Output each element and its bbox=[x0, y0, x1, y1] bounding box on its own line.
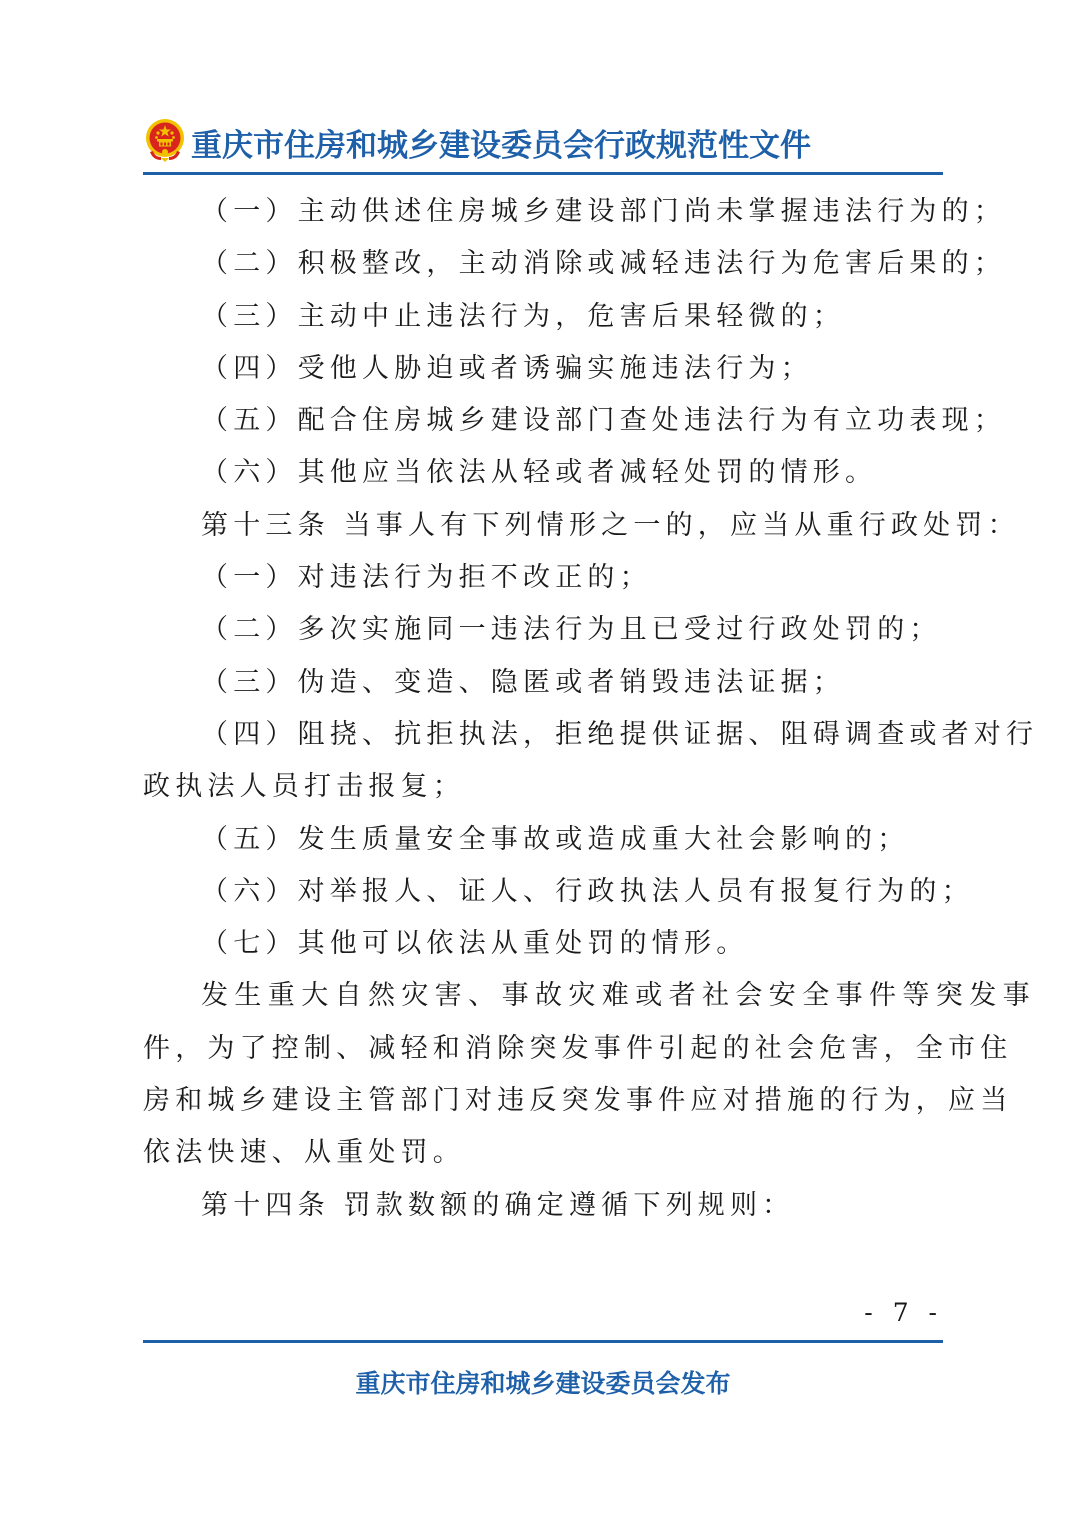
body-line: （二）积极整改，主动消除或减轻违法行为危害后果的； bbox=[201, 248, 1006, 280]
body-line: （六）其他应当依法从轻或者减轻处罚的情形。 bbox=[201, 457, 878, 489]
document-series-title: 重庆市住房和城乡建设委员会行政规范性文件 bbox=[191, 128, 811, 164]
body-line: （四）阻挠、抗拒执法，拒绝提供证据、阻碍调查或者对行 bbox=[201, 718, 1039, 750]
article-13-heading: 第十三条 当事人有下列情形之一的，应当从重行政处罚： bbox=[201, 509, 1020, 541]
body-line: （一）对违法行为拒不改正的； bbox=[201, 562, 652, 594]
body-line: 依法快速、从重处罚。 bbox=[143, 1137, 465, 1169]
body-line: （三）主动中止违法行为，危害后果轻微的； bbox=[201, 300, 845, 332]
header-divider bbox=[143, 172, 943, 175]
footer-publisher: 重庆市住房和城乡建设委员会发布 bbox=[355, 1369, 731, 1398]
body-line: 件，为了控制、减轻和消除突发事件引起的社会危害，全市住 bbox=[143, 1032, 1013, 1064]
body-line: （五）发生质量安全事故或造成重大社会影响的； bbox=[201, 823, 910, 855]
body-line: 房和城乡建设主管部门对违反突发事件应对措施的行为，应当 bbox=[143, 1085, 1013, 1117]
body-line: （五）配合住房城乡建设部门查处违法行为有立功表现； bbox=[201, 405, 1006, 437]
body-line: 发生重大自然灾害、事故灾难或者社会安全事件等突发事 bbox=[201, 980, 1036, 1012]
body-line: （三）伪造、变造、隐匿或者销毁违法证据； bbox=[201, 666, 845, 698]
national-emblem-icon bbox=[143, 116, 187, 164]
body-line: （四）受他人胁迫或者诱骗实施违法行为； bbox=[201, 352, 813, 384]
document-header bbox=[143, 114, 943, 170]
body-line: 政执法人员打击报复； bbox=[143, 771, 465, 803]
body-line: （一）主动供述住房城乡建设部门尚未掌握违法行为的； bbox=[201, 196, 1006, 227]
body-line: （七）其他可以依法从重处罚的情形。 bbox=[201, 928, 749, 960]
body-line: （六）对举报人、证人、行政执法人员有报复行为的； bbox=[201, 875, 974, 907]
article-14-heading: 第十四条 罚款数额的确定遵循下列规则： bbox=[201, 1189, 795, 1221]
body-line: （二）多次实施同一违法行为且已受过行政处罚的； bbox=[201, 614, 942, 646]
document-body bbox=[143, 186, 1039, 1232]
footer-divider bbox=[143, 1340, 943, 1343]
page-number: - 7 - bbox=[864, 1298, 943, 1327]
